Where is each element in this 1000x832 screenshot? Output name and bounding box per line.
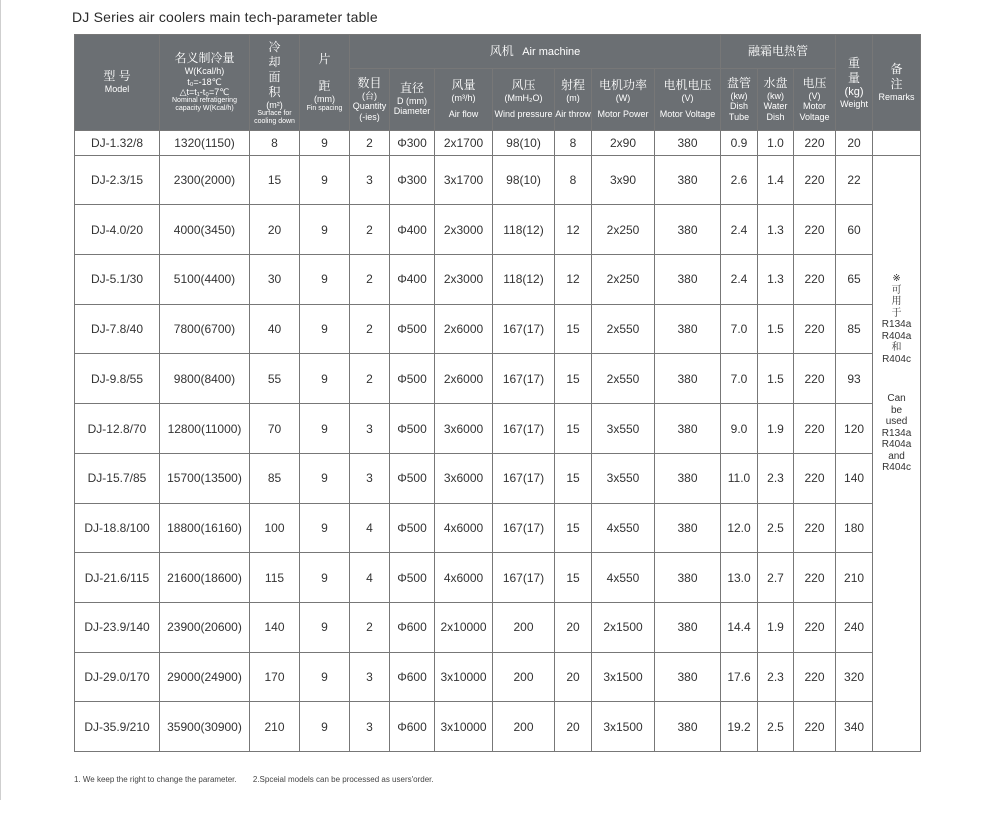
cell-surface: 210: [250, 702, 300, 752]
table-row: [75, 652, 921, 702]
cell-capacity: 15700(13500): [160, 453, 250, 503]
cell-weight: 93: [836, 354, 873, 404]
table-row: [75, 602, 921, 652]
cell-pressure: 167(17): [493, 354, 555, 404]
cell-fin: 9: [300, 255, 350, 305]
spec-table: [74, 34, 921, 752]
cell-surface: 30: [250, 255, 300, 305]
table-row: [75, 503, 921, 553]
table-row: [75, 702, 921, 752]
cell-pressure: 167(17): [493, 453, 555, 503]
cell-water: 2.3: [758, 453, 794, 503]
cell-water: 2.5: [758, 702, 794, 752]
cell-defv: 220: [794, 155, 836, 205]
cell-pressure: 200: [493, 652, 555, 702]
cell-pressure: 200: [493, 702, 555, 752]
remarks-bottom-spacer: [873, 474, 920, 634]
header-diameter: 直径 D (mm) Diameter: [390, 69, 435, 131]
cell-pressure: 167(17): [493, 404, 555, 454]
cell-power: 2x550: [592, 304, 655, 354]
header-surface: 冷 却 面 积 (m²) Surface for cooling down: [250, 35, 300, 131]
cell-surface: 40: [250, 304, 300, 354]
table-row: [75, 131, 921, 156]
cell-capacity: 21600(18600): [160, 553, 250, 603]
cell-pressure: 98(10): [493, 155, 555, 205]
remarks-line-zh: 于: [891, 307, 902, 319]
cell-water: 1.5: [758, 304, 794, 354]
cell-power: 3x1500: [592, 652, 655, 702]
table-row: [75, 553, 921, 603]
cell-capacity: 23900(20600): [160, 602, 250, 652]
cell-weight: 22: [836, 155, 873, 205]
header-remarks: 备 注 Remarks: [873, 35, 921, 131]
cell-model: DJ-21.6/115: [75, 553, 160, 603]
cell-pressure: 167(17): [493, 553, 555, 603]
cell-water: 1.9: [758, 404, 794, 454]
remarks-line-en: R404c: [882, 462, 911, 474]
cell-weight: 65: [836, 255, 873, 305]
cell-defv: 220: [794, 255, 836, 305]
cell-water: 2.5: [758, 503, 794, 553]
cell-fin: 9: [300, 404, 350, 454]
cell-tube: 7.0: [721, 354, 758, 404]
table-row: [75, 205, 921, 255]
cell-voltage: 380: [655, 503, 721, 553]
remarks-note: [873, 155, 921, 751]
table-row: [75, 255, 921, 305]
cell-weight: 210: [836, 553, 873, 603]
remarks-line-zh: 和: [891, 342, 902, 354]
cell-fin: 9: [300, 354, 350, 404]
header-weight: 重 量 (kg) Weight: [836, 35, 873, 131]
cell-dia: Φ500: [390, 304, 435, 354]
header-dish-tube: 盘管 (kw) Dish Tube: [721, 69, 758, 131]
cell-capacity: 35900(30900): [160, 702, 250, 752]
header-fan-group: 风机 Air machine: [350, 35, 721, 69]
cell-capacity: 9800(8400): [160, 354, 250, 404]
cell-tube: 17.6: [721, 652, 758, 702]
cell-airflow: 3x6000: [435, 453, 493, 503]
cell-qty: 3: [350, 702, 390, 752]
cell-dia: Φ500: [390, 354, 435, 404]
header-throw: 射程 (m) Air throw: [555, 69, 592, 131]
remarks-line-en: R404a: [881, 439, 912, 451]
cell-model: DJ-35.9/210: [75, 702, 160, 752]
cell-surface: 85: [250, 453, 300, 503]
cell-water: 1.5: [758, 354, 794, 404]
cell-dia: Φ500: [390, 404, 435, 454]
cell-weight: 60: [836, 205, 873, 255]
cell-surface: 140: [250, 602, 300, 652]
cell-water: 1.3: [758, 255, 794, 305]
header-pressure: 风压 (MmH₂O) Wind pressure: [493, 69, 555, 131]
cell-model: DJ-12.8/70: [75, 404, 160, 454]
footnotes: [74, 775, 448, 784]
cell-airflow: 4x6000: [435, 553, 493, 603]
cell-power: 3x90: [592, 155, 655, 205]
cell-voltage: 380: [655, 652, 721, 702]
table-row: [75, 304, 921, 354]
cell-water: 1.4: [758, 155, 794, 205]
cell-throw: 12: [555, 255, 592, 305]
cell-fin: 9: [300, 702, 350, 752]
cell-voltage: 380: [655, 205, 721, 255]
cell-fin: 9: [300, 205, 350, 255]
cell-throw: 15: [555, 453, 592, 503]
cell-voltage: 380: [655, 553, 721, 603]
cell-defv: 220: [794, 652, 836, 702]
cell-model: DJ-4.0/20: [75, 205, 160, 255]
cell-surface: 70: [250, 404, 300, 454]
table-row: [75, 404, 921, 454]
cell-pressure: 118(12): [493, 205, 555, 255]
cell-water: 2.7: [758, 553, 794, 603]
header-qty: 数目 (台) Quantity (-ies): [350, 69, 390, 131]
cell-qty: 2: [350, 205, 390, 255]
cell-surface: 100: [250, 503, 300, 553]
remarks-line-en: used: [885, 416, 908, 428]
cell-tube: 11.0: [721, 453, 758, 503]
footnote-2: 2.Spceial models can be processed as users'order.: [252, 775, 434, 784]
cell-tube: 7.0: [721, 304, 758, 354]
cell-voltage: 380: [655, 131, 721, 156]
cell-throw: 20: [555, 702, 592, 752]
cell-power: 2x1500: [592, 602, 655, 652]
cell-qty: 4: [350, 553, 390, 603]
cell-qty: 2: [350, 255, 390, 305]
table-row: [75, 354, 921, 404]
cell-defv: 220: [794, 354, 836, 404]
header-motor-voltage: 电机电压 (V) Motor Voltage: [655, 69, 721, 131]
cell-airflow: 2x3000: [435, 255, 493, 305]
cell-airflow: 2x6000: [435, 354, 493, 404]
cell-defv: 220: [794, 553, 836, 603]
cell-qty: 2: [350, 602, 390, 652]
cell-power: 3x550: [592, 453, 655, 503]
cell-qty: 2: [350, 354, 390, 404]
cell-surface: 20: [250, 205, 300, 255]
cell-throw: 8: [555, 131, 592, 156]
cell-water: 1.3: [758, 205, 794, 255]
cell-qty: 3: [350, 453, 390, 503]
cell-throw: 8: [555, 155, 592, 205]
remarks-line-zh: 可: [891, 284, 902, 296]
page-border: [0, 0, 1, 800]
cell-defv: 220: [794, 602, 836, 652]
header-fin-spacing: 片 距 (mm) Fin spacing: [300, 35, 350, 131]
cell-tube: 0.9: [721, 131, 758, 156]
cell-capacity: 18800(16160): [160, 503, 250, 553]
cell-qty: 2: [350, 131, 390, 156]
cell-capacity: 5100(4400): [160, 255, 250, 305]
remarks-line-zh: ※: [892, 273, 901, 285]
cell-dia: Φ600: [390, 652, 435, 702]
header-airflow: 风量 (m³/h) Air flow: [435, 69, 493, 131]
header-defrost-group: 融霜电热管: [721, 35, 836, 69]
cell-weight: 340: [836, 702, 873, 752]
cell-qty: 3: [350, 652, 390, 702]
cell-fin: 9: [300, 304, 350, 354]
cell-airflow: 3x10000: [435, 702, 493, 752]
cell-power: 4x550: [592, 553, 655, 603]
cell-fin: 9: [300, 602, 350, 652]
cell-weight: 180: [836, 503, 873, 553]
header-model: 型 号 Model: [75, 35, 160, 131]
footnote-1: 1. We keep the right to change the parameter.: [74, 775, 237, 784]
table-body: [75, 131, 921, 752]
table-row: [75, 453, 921, 503]
remarks-line-en: and: [888, 450, 905, 462]
cell-voltage: 380: [655, 453, 721, 503]
cell-fin: 9: [300, 131, 350, 156]
cell-capacity: 2300(2000): [160, 155, 250, 205]
cell-voltage: 380: [655, 354, 721, 404]
remarks-line-en: Can: [887, 393, 906, 405]
cell-weight: 120: [836, 404, 873, 454]
cell-voltage: 380: [655, 255, 721, 305]
cell-voltage: 380: [655, 155, 721, 205]
cell-dia: Φ500: [390, 503, 435, 553]
cell-qty: 3: [350, 404, 390, 454]
cell-throw: 15: [555, 503, 592, 553]
cell-model: DJ-18.8/100: [75, 503, 160, 553]
cell-tube: 2.6: [721, 155, 758, 205]
cell-dia: Φ300: [390, 155, 435, 205]
cell-surface: 55: [250, 354, 300, 404]
page-title: DJ Series air coolers main tech-parameter table: [72, 9, 378, 25]
cell-dia: Φ500: [390, 453, 435, 503]
cell-weight: 240: [836, 602, 873, 652]
cell-throw: 15: [555, 404, 592, 454]
cell-defv: 220: [794, 304, 836, 354]
cell-airflow: 2x1700: [435, 131, 493, 156]
cell-model: DJ-2.3/15: [75, 155, 160, 205]
cell-dia: Φ400: [390, 205, 435, 255]
remarks-line-zh: R134a: [881, 319, 912, 331]
cell-tube: 2.4: [721, 255, 758, 305]
cell-weight: 85: [836, 304, 873, 354]
cell-throw: 20: [555, 602, 592, 652]
table-row: [75, 155, 921, 205]
cell-tube: 19.2: [721, 702, 758, 752]
cell-tube: 2.4: [721, 205, 758, 255]
cell-airflow: 3x6000: [435, 404, 493, 454]
cell-tube: 12.0: [721, 503, 758, 553]
cell-defv: 220: [794, 702, 836, 752]
cell-qty: 3: [350, 155, 390, 205]
cell-dia: Φ600: [390, 602, 435, 652]
cell-dia: Φ600: [390, 702, 435, 752]
cell-capacity: 7800(6700): [160, 304, 250, 354]
cell-defv: 220: [794, 205, 836, 255]
cell-weight: 140: [836, 453, 873, 503]
cell-airflow: 3x10000: [435, 652, 493, 702]
cell-airflow: 2x6000: [435, 304, 493, 354]
cell-voltage: 380: [655, 602, 721, 652]
cell-model: DJ-5.1/30: [75, 255, 160, 305]
table-header: [75, 35, 921, 131]
cell-water: 2.3: [758, 652, 794, 702]
remarks-spacer: [873, 365, 920, 393]
cell-power: 2x250: [592, 255, 655, 305]
cell-pressure: 167(17): [493, 304, 555, 354]
cell-weight: 320: [836, 652, 873, 702]
cell-airflow: 2x3000: [435, 205, 493, 255]
cell-model: DJ-9.8/55: [75, 354, 160, 404]
cell-power: 2x90: [592, 131, 655, 156]
remarks-line-en: R134a: [881, 427, 912, 439]
cell-model: DJ-1.32/8: [75, 131, 160, 156]
cell-throw: 15: [555, 304, 592, 354]
cell-defv: 220: [794, 404, 836, 454]
cell-voltage: 380: [655, 702, 721, 752]
cell-fin: 9: [300, 155, 350, 205]
cell-dia: Φ400: [390, 255, 435, 305]
cell-capacity: 4000(3450): [160, 205, 250, 255]
cell-pressure: 167(17): [493, 503, 555, 553]
header-water-dish: 水盘 (kw) Water Dish: [758, 69, 794, 131]
cell-remarks-empty: [873, 131, 921, 156]
cell-power: 3x550: [592, 404, 655, 454]
remarks-line-zh: R404a: [881, 330, 912, 342]
cell-model: DJ-15.7/85: [75, 453, 160, 503]
cell-capacity: 12800(11000): [160, 404, 250, 454]
cell-surface: 15: [250, 155, 300, 205]
cell-fin: 9: [300, 553, 350, 603]
cell-power: 3x1500: [592, 702, 655, 752]
cell-pressure: 200: [493, 602, 555, 652]
cell-surface: 115: [250, 553, 300, 603]
cell-defv: 220: [794, 453, 836, 503]
cell-dia: Φ300: [390, 131, 435, 156]
cell-surface: 8: [250, 131, 300, 156]
cell-throw: 15: [555, 553, 592, 603]
cell-airflow: 4x6000: [435, 503, 493, 553]
cell-weight: 20: [836, 131, 873, 156]
cell-defv: 220: [794, 131, 836, 156]
cell-tube: 9.0: [721, 404, 758, 454]
cell-throw: 12: [555, 205, 592, 255]
cell-water: 1.9: [758, 602, 794, 652]
cell-voltage: 380: [655, 304, 721, 354]
cell-capacity: 1320(1150): [160, 131, 250, 156]
cell-qty: 2: [350, 304, 390, 354]
cell-throw: 15: [555, 354, 592, 404]
cell-model: DJ-7.8/40: [75, 304, 160, 354]
cell-power: 2x550: [592, 354, 655, 404]
cell-airflow: 2x10000: [435, 602, 493, 652]
cell-defv: 220: [794, 503, 836, 553]
cell-fin: 9: [300, 652, 350, 702]
cell-water: 1.0: [758, 131, 794, 156]
cell-tube: 14.4: [721, 602, 758, 652]
remarks-line-en: be: [890, 404, 903, 416]
cell-power: 4x550: [592, 503, 655, 553]
cell-voltage: 380: [655, 404, 721, 454]
cell-fin: 9: [300, 453, 350, 503]
cell-tube: 13.0: [721, 553, 758, 603]
cell-capacity: 29000(24900): [160, 652, 250, 702]
header-motor-power: 电机功率 (W) Motor Power: [592, 69, 655, 131]
header-capacity: 名义制冷量 W(Kcal/h) t₀=-18℃ △t=t₁-t₀=7℃ Nominal refratigering capacity W(Kcal/h): [160, 35, 250, 131]
cell-airflow: 3x1700: [435, 155, 493, 205]
cell-pressure: 98(10): [493, 131, 555, 156]
cell-throw: 20: [555, 652, 592, 702]
cell-dia: Φ500: [390, 553, 435, 603]
header-defrost-voltage: 电压 (V) Motor Voltage: [794, 69, 836, 131]
remarks-line-zh: R404c: [882, 353, 911, 365]
cell-fin: 9: [300, 503, 350, 553]
cell-model: DJ-29.0/170: [75, 652, 160, 702]
cell-power: 2x250: [592, 205, 655, 255]
cell-qty: 4: [350, 503, 390, 553]
cell-pressure: 118(12): [493, 255, 555, 305]
cell-surface: 170: [250, 652, 300, 702]
cell-model: DJ-23.9/140: [75, 602, 160, 652]
remarks-line-zh: 用: [891, 296, 902, 308]
